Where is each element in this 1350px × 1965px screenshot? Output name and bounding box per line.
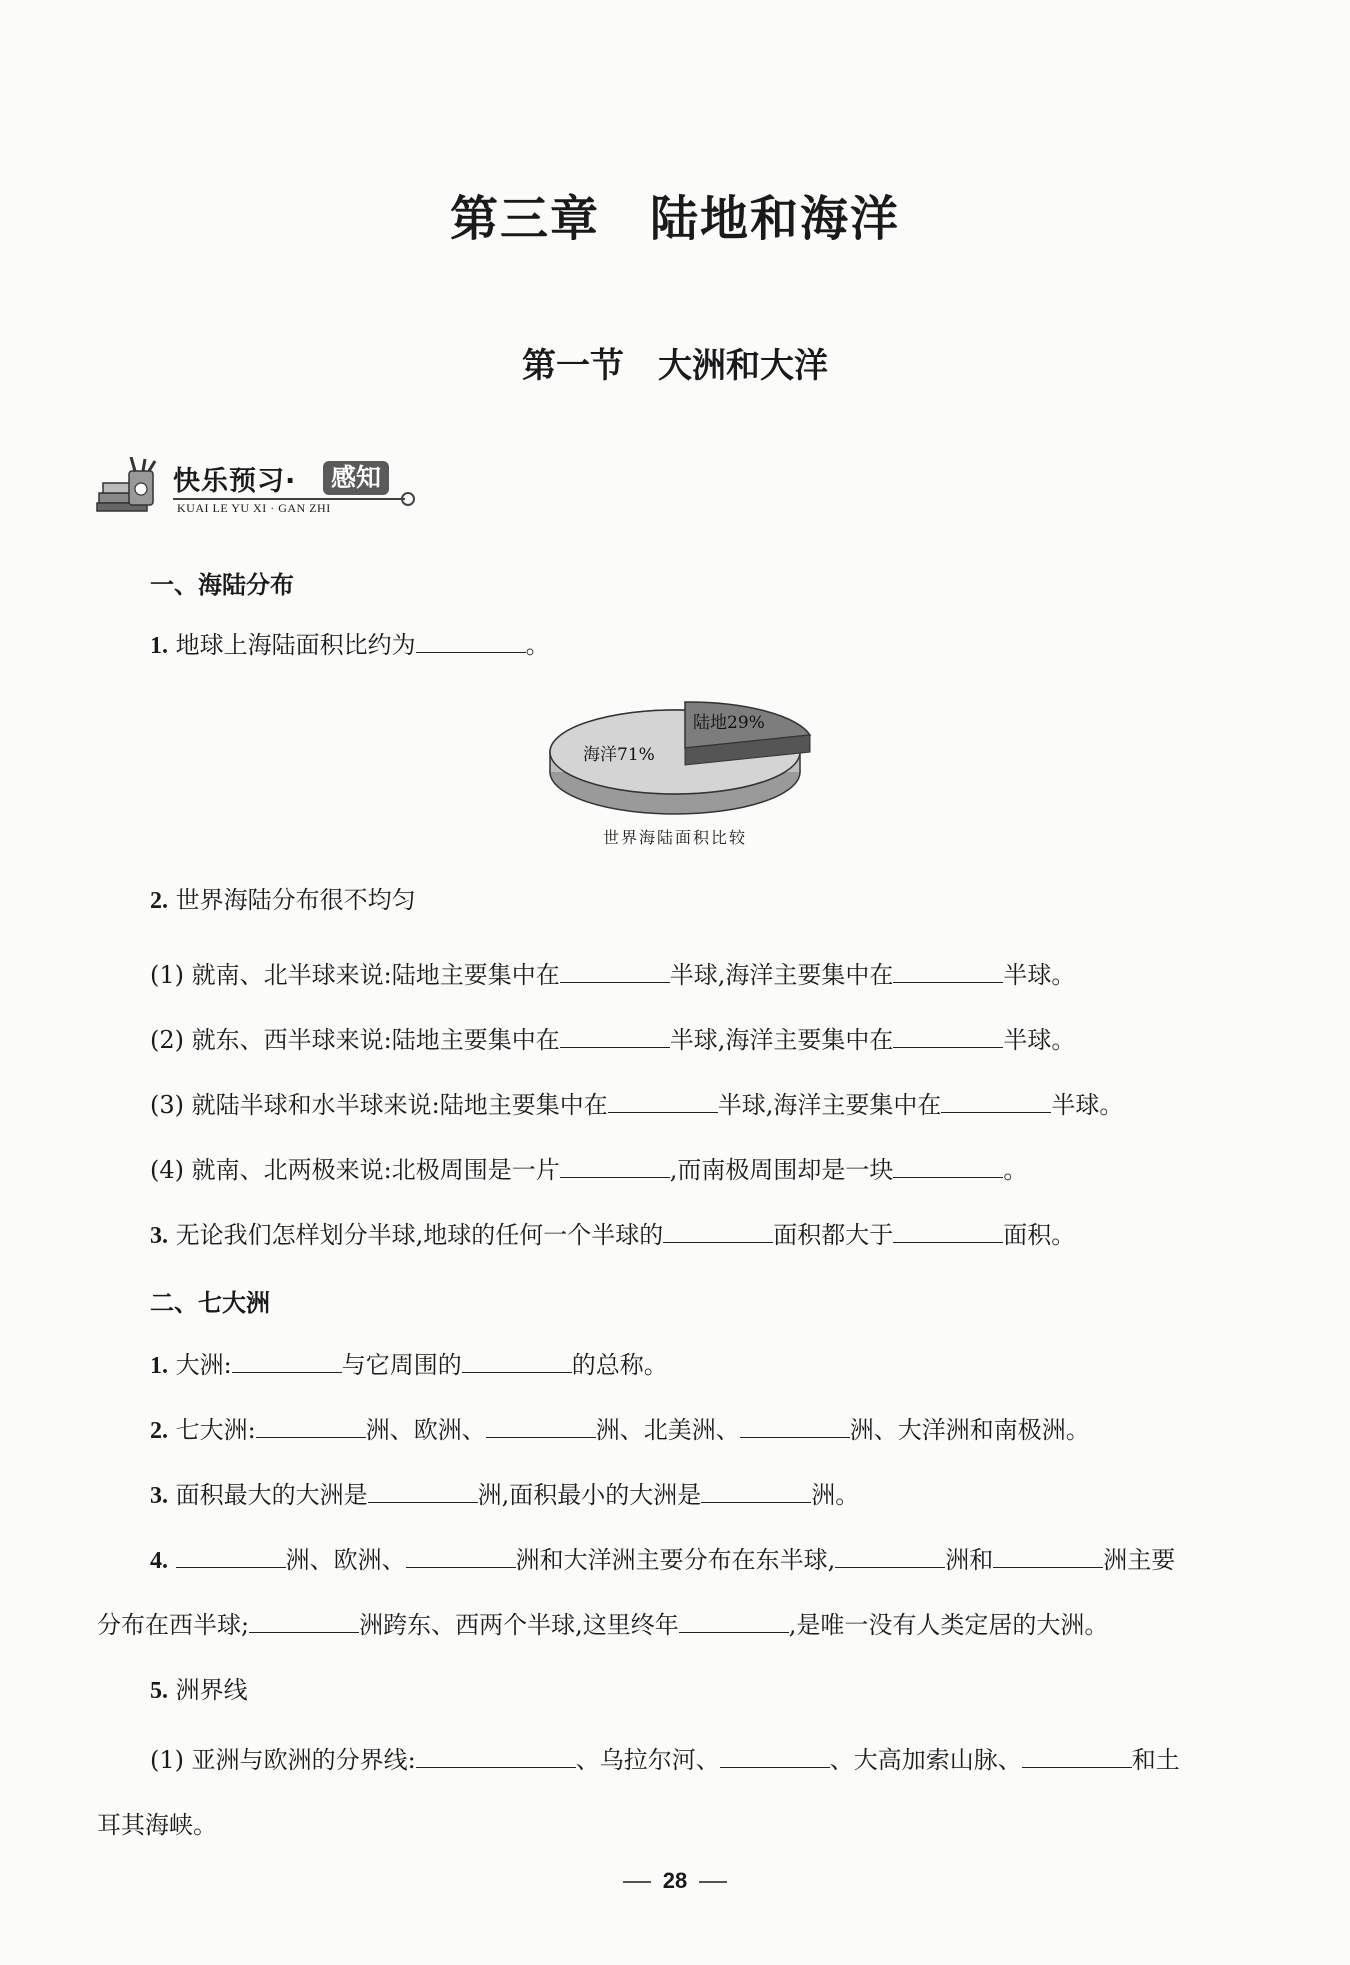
page-number-dash <box>699 1881 727 1883</box>
question-number: 1. <box>150 1353 168 1379</box>
question-number: 3. <box>150 1483 168 1509</box>
question-text: 无论我们怎样划分半球,地球的任何一个半球的 <box>175 1221 664 1249</box>
question-text: 世界海陆分布很不均匀 <box>175 886 416 914</box>
part1-q2 <box>150 880 416 915</box>
section-banner <box>95 455 425 525</box>
question-text: (1) 亚洲与欧洲的分界线: <box>150 1746 416 1774</box>
question-text: 半球。 <box>1051 1091 1124 1119</box>
question-text: 半球,海洋主要集中在 <box>669 1026 894 1054</box>
question-text: 洲和大洋洲主要分布在东半球, <box>515 1546 836 1574</box>
question-text: 大洲: <box>175 1351 232 1379</box>
question-number: 1. <box>150 633 168 659</box>
question-text: 洲、欧洲、 <box>285 1546 406 1574</box>
part2-q2 <box>150 1410 1090 1445</box>
answer-blank[interactable] <box>416 630 526 653</box>
part2-heading: 二、七大洲 <box>150 1289 270 1317</box>
banner-ring <box>401 492 415 506</box>
answer-blank[interactable] <box>835 1545 945 1568</box>
question-text: 七大洲: <box>175 1416 256 1444</box>
question-text: 。 <box>525 631 550 659</box>
answer-blank[interactable] <box>560 1025 670 1048</box>
answer-blank[interactable] <box>368 1480 478 1503</box>
part1-q3 <box>150 1215 1075 1250</box>
answer-blank[interactable] <box>486 1415 596 1438</box>
part2-q4-line2 <box>97 1605 1108 1640</box>
page-number-text: 28 <box>662 1868 688 1893</box>
question-text: (1) 就南、北半球来说:陆地主要集中在 <box>150 961 560 989</box>
question-text: 半球。 <box>1003 961 1076 989</box>
part1-s4 <box>150 1150 1027 1185</box>
books-pencil-icon <box>95 457 167 517</box>
question-text: 半球,海洋主要集中在 <box>669 961 894 989</box>
question-text: 分布在西半球; <box>97 1611 250 1639</box>
question-text: (4) 就南、北两极来说:北极周围是一片 <box>150 1156 560 1184</box>
question-text: 洲跨东、西两个半球,这里终年 <box>359 1611 679 1639</box>
answer-blank[interactable] <box>406 1545 516 1568</box>
question-text: 洲,面积最小的大洲是 <box>477 1481 702 1509</box>
answer-blank[interactable] <box>679 1610 789 1633</box>
answer-blank[interactable] <box>1022 1745 1132 1768</box>
part1-s2 <box>150 1020 1075 1055</box>
question-text: (3) 就陆半球和水半球来说:陆地主要集中在 <box>150 1091 608 1119</box>
page-number-dash <box>623 1881 651 1883</box>
question-text: 洲、大洋洲和南极洲。 <box>849 1416 1090 1444</box>
question-text: 洲界线 <box>175 1676 248 1704</box>
question-text: ,是唯一没有人类定居的大洲。 <box>788 1611 1109 1639</box>
question-text: 与它周围的 <box>341 1351 462 1379</box>
answer-blank[interactable] <box>462 1350 572 1373</box>
part2-q5-s1 <box>150 1740 1180 1775</box>
answer-blank[interactable] <box>701 1480 811 1503</box>
answer-blank[interactable] <box>176 1545 286 1568</box>
question-text: 地球上海陆面积比约为 <box>175 631 416 659</box>
part1-s3 <box>150 1085 1123 1120</box>
answer-blank[interactable] <box>893 1155 1003 1178</box>
answer-blank[interactable] <box>256 1415 366 1438</box>
part2-q3 <box>150 1475 859 1510</box>
answer-blank[interactable] <box>893 1025 1003 1048</box>
answer-blank[interactable] <box>993 1545 1103 1568</box>
question-text: ,而南极周围却是一块 <box>669 1156 894 1184</box>
question-text: 、乌拉尔河、 <box>575 1746 720 1774</box>
land-label: 陆地29% <box>693 713 765 733</box>
question-text: 的总称。 <box>571 1351 668 1379</box>
part2-q5-s1-line2: 耳其海峡。 <box>97 1811 217 1839</box>
question-text: 半球。 <box>1003 1026 1076 1054</box>
section-title: 第一节 大洲和大洋 <box>522 346 828 386</box>
answer-blank[interactable] <box>740 1415 850 1438</box>
banner-title: 快乐预习· <box>173 466 297 497</box>
question-number: 3. <box>150 1223 168 1249</box>
question-text: 面积最大的大洲是 <box>175 1481 368 1509</box>
question-number: 4. <box>150 1548 168 1574</box>
question-number: 5. <box>150 1678 168 1704</box>
question-number: 2. <box>150 888 168 914</box>
answer-blank[interactable] <box>232 1350 342 1373</box>
question-text: 。 <box>1003 1156 1028 1184</box>
part1-heading: 一、海陆分布 <box>150 571 294 599</box>
question-text: 洲、北美洲、 <box>595 1416 740 1444</box>
banner-pinyin: KUAI LE YU XI · GAN ZHI <box>177 501 331 515</box>
part1-q1 <box>150 625 550 660</box>
banner-underline <box>173 498 405 500</box>
question-number: 2. <box>150 1418 168 1444</box>
answer-blank[interactable] <box>608 1090 718 1113</box>
answer-blank[interactable] <box>249 1610 359 1633</box>
question-text: 面积。 <box>1003 1221 1076 1249</box>
question-text: 洲主要 <box>1103 1546 1176 1574</box>
answer-blank[interactable] <box>416 1745 576 1768</box>
question-text: 洲、欧洲、 <box>365 1416 486 1444</box>
answer-blank[interactable] <box>941 1090 1051 1113</box>
answer-blank[interactable] <box>893 960 1003 983</box>
part1-s1 <box>150 955 1075 990</box>
answer-blank[interactable] <box>560 960 670 983</box>
answer-blank[interactable] <box>893 1220 1003 1243</box>
ocean-label: 海洋71% <box>583 745 655 765</box>
page-number <box>0 1868 1350 1894</box>
part2-q4-line1 <box>150 1540 1175 1575</box>
question-text: 洲和 <box>945 1546 994 1574</box>
banner-tag: 感知 <box>323 461 389 495</box>
question-text: 和土 <box>1131 1746 1180 1774</box>
question-text: 面积都大于 <box>773 1221 894 1249</box>
question-text: 半球,海洋主要集中在 <box>717 1091 942 1119</box>
land-ocean-pie-chart <box>545 690 825 820</box>
chapter-title: 第三章 陆地和海洋 <box>449 191 900 247</box>
part2-q5 <box>150 1670 248 1705</box>
answer-blank[interactable] <box>720 1745 830 1768</box>
answer-blank[interactable] <box>560 1155 670 1178</box>
question-text: (2) 就东、西半球来说:陆地主要集中在 <box>150 1026 560 1054</box>
question-text: 洲。 <box>811 1481 860 1509</box>
chart-caption: 世界海陆面积比较 <box>602 828 747 847</box>
answer-blank[interactable] <box>663 1220 773 1243</box>
question-text: 、大高加索山脉、 <box>829 1746 1022 1774</box>
part2-q1 <box>150 1345 668 1380</box>
